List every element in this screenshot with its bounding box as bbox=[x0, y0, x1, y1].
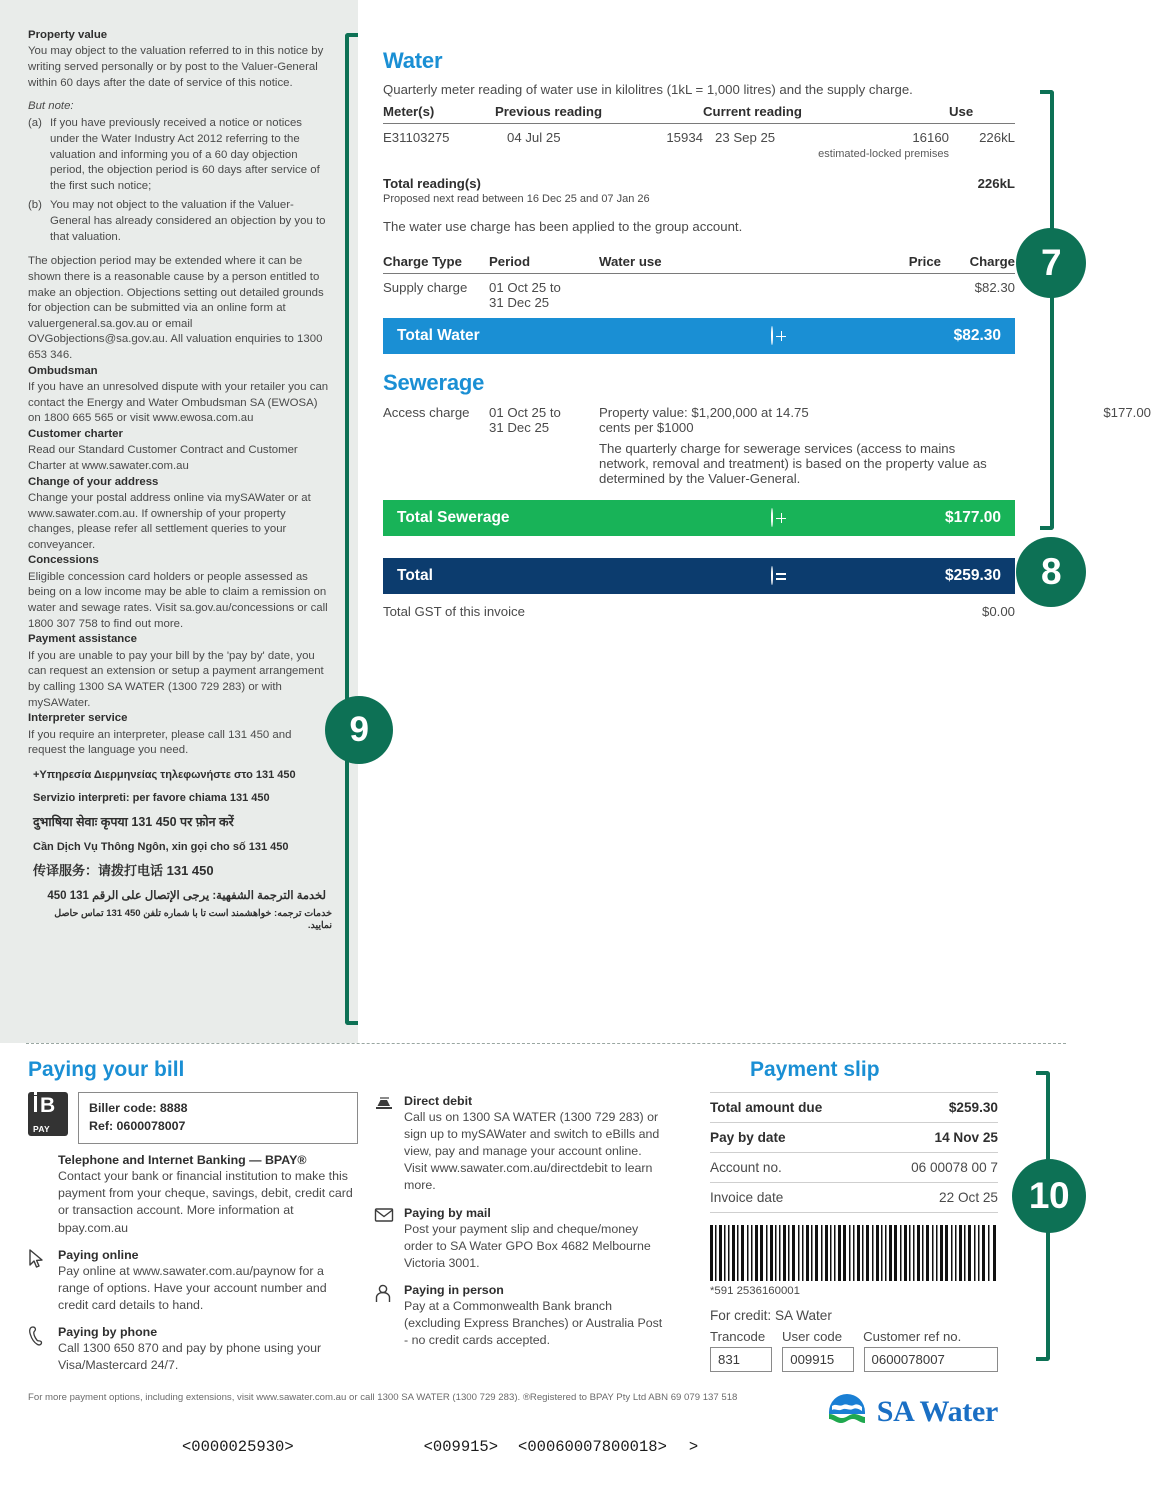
slip-row-invoice-date bbox=[710, 1183, 998, 1213]
payment-method-bpay bbox=[28, 1153, 358, 1236]
sa-water-logo-text: SA Water bbox=[876, 1395, 998, 1428]
slip-value: 22 Oct 25 bbox=[939, 1190, 998, 1205]
payment-methods-column-1 bbox=[28, 1092, 358, 1432]
method-title: Telephone and Internet Banking — BPAY® bbox=[58, 1153, 307, 1168]
payment-method-phone bbox=[28, 1325, 358, 1374]
user-code-label: User code bbox=[781, 1329, 843, 1344]
info-section-property-value bbox=[28, 28, 332, 364]
section-heading: Interpreter service bbox=[28, 712, 128, 725]
method-desc: Call us on 1300 SA WATER (1300 729 283) or sign up to mySAWater and switch to eBills and view, pay and manage your account online. Visit www.sawater.com.au/directdebit to learn more. bbox=[404, 1110, 660, 1193]
charge-type: Supply charge bbox=[383, 280, 468, 295]
payment-slip-title: Payment slip bbox=[750, 1058, 880, 1081]
interpreter-line-chinese: 传译服务：请拨打电话 131 450 bbox=[33, 863, 214, 878]
footer-note: For more payment options, including extensions, visit www.sawater.com.au or call 1300 SA WATER (1300 729 283). ®Registered to BPAY Pty Ltd ABN 69 079 137 518 bbox=[28, 1392, 738, 1403]
customer-ref-value[interactable]: 0600078007 bbox=[864, 1347, 998, 1372]
charge-water-use bbox=[599, 280, 863, 310]
trancode-label: Trancode bbox=[710, 1329, 766, 1344]
col-charge: Charge bbox=[969, 254, 1015, 269]
bpay-logo-letter: B bbox=[40, 1094, 55, 1117]
annotation-badge-9: 9 bbox=[325, 696, 393, 764]
col-current-reading: Current reading bbox=[703, 97, 877, 124]
slip-row-pay-by-date bbox=[710, 1123, 998, 1153]
method-desc: Contact your bank or financial institution to make this payment from your cheque, savings, debit, credit card or transaction account. More information at bpay.com.au bbox=[58, 1169, 353, 1235]
interpreter-line-arabic: لخدمة الترجمة الشفهية: يرجى الإتصال على الرقم 131 450 bbox=[47, 889, 326, 902]
water-section-bracket bbox=[1040, 90, 1054, 530]
previous-value: 15934 bbox=[666, 130, 703, 145]
trancode-value[interactable]: 831 bbox=[710, 1347, 772, 1372]
biller-code-box bbox=[78, 1092, 358, 1144]
grand-total-bar bbox=[383, 558, 1015, 594]
section-body: Eligible concession card holders or people assessed as being on a low income may be able to claim a remission on water and sewage rates. Visit sa.gov.au/concessions or call 1800 307 758 to find out more. bbox=[28, 570, 328, 630]
annotation-badge-10: 10 bbox=[1012, 1159, 1086, 1233]
method-title: Direct debit bbox=[404, 1094, 473, 1108]
bpay-logo-sub: PAY bbox=[33, 1124, 50, 1134]
slip-value: 06 00078 00 7 bbox=[911, 1160, 998, 1175]
ocr-code-1: <0000025930> bbox=[182, 1438, 294, 1456]
annotation-badge-7: 7 bbox=[1016, 228, 1086, 298]
list-marker: (b) bbox=[28, 199, 42, 212]
total-readings-row bbox=[383, 176, 1015, 191]
plus-icon bbox=[771, 509, 773, 527]
barcode-number: *591 2536160001 bbox=[710, 1285, 800, 1297]
info-section-interpreter bbox=[28, 711, 332, 759]
charge-amount: $82.30 bbox=[974, 280, 1015, 295]
charge-row-sewerage-access bbox=[383, 396, 1151, 494]
slip-label: Invoice date bbox=[710, 1190, 784, 1205]
col-water-use: Water use bbox=[599, 254, 662, 269]
total-sewerage-label: Total Sewerage bbox=[397, 509, 510, 526]
col-use: Use bbox=[949, 97, 1015, 124]
section-body-2: The objection period may be extended where it can be shown there is a reasonable cause by a person entitled to make an objection. Objections setting out detailed grounds for objection can be submitted via an online form at valuergeneral.sa.gov.au or email OVGobjections@sa.gov.au. All valuation enquiries to 1300 653 346. bbox=[28, 255, 324, 362]
deposit-field-values bbox=[710, 1347, 998, 1372]
col-price: Price bbox=[908, 254, 941, 269]
list-marker: (a) bbox=[28, 117, 42, 130]
slip-value: 14 Nov 25 bbox=[934, 1130, 998, 1145]
person-icon bbox=[374, 1283, 404, 1349]
col-previous-reading: Previous reading bbox=[495, 97, 625, 124]
section-heading: Change of your address bbox=[28, 475, 159, 488]
section-body: Change your postal address online via mySAWater or at www.sawater.com.au. If ownership of your property changes, please refer all settlement queries to your conveyancer. bbox=[28, 491, 311, 551]
col-meters: Meter(s) bbox=[383, 97, 495, 124]
col-period: Period bbox=[489, 254, 531, 269]
meter-id: E31103275 bbox=[383, 130, 450, 145]
method-title: Paying by mail bbox=[404, 1205, 491, 1220]
desc-paragraph: The quarterly charge for sewerage services (access to mains network, removal and treatment) is based on the property value as determined by the Valuer-General. bbox=[599, 441, 987, 486]
section-heading: Payment assistance bbox=[28, 633, 137, 646]
ocr-code-2: <009915> bbox=[423, 1438, 499, 1456]
interpreter-line-persian: خدمات ترجمه: خواهشمند است تا با شماره تلفن 450 131 تماس حاصل نمایید. bbox=[54, 907, 332, 932]
sewerage-description bbox=[599, 405, 999, 486]
gst-amount: $0.00 bbox=[981, 604, 1015, 619]
equals-icon bbox=[771, 567, 773, 585]
reading-estimate-note: estimated-locked premises bbox=[818, 148, 949, 160]
envelope-icon bbox=[374, 1206, 404, 1272]
sewerage-charge-type: Access charge bbox=[383, 405, 470, 420]
charge-price bbox=[863, 280, 941, 310]
payment-method-online bbox=[28, 1248, 358, 1314]
period-line-1: 01 Oct 25 to bbox=[489, 280, 561, 295]
charge-table-header bbox=[383, 247, 1015, 274]
barcode-image bbox=[710, 1225, 998, 1281]
previous-date: 04 Jul 25 bbox=[507, 130, 561, 145]
total-water-amount: $82.30 bbox=[953, 327, 1001, 344]
total-sewerage-bar bbox=[383, 500, 1015, 536]
method-title: Paying in person bbox=[404, 1282, 504, 1297]
interpreter-line-greek: +Υπηρεσία Διερμηνείας τηλεφωνήστε στο 131 450 bbox=[33, 768, 296, 781]
gst-row bbox=[383, 594, 1015, 619]
interpreter-line-italian: Servizio interpreti: per favore chiama 131 450 bbox=[33, 792, 270, 805]
bpay-block bbox=[28, 1092, 358, 1144]
deposit-field-headers bbox=[710, 1329, 998, 1344]
period-line-2: 31 Dec 25 bbox=[489, 420, 550, 435]
use-value: 226kL bbox=[979, 130, 1015, 145]
section-body: You may object to the valuation referred to in this notice by writing served personally or by post to the Valuer-General within 60 days after the date of service of this notice. bbox=[28, 45, 324, 89]
slip-row-total-due bbox=[710, 1092, 998, 1123]
table-note-row bbox=[383, 145, 1015, 160]
water-section-subtitle: Quarterly meter reading of water use in kilolitres (1kL = 1,000 litres) and the supply charge. bbox=[383, 82, 913, 97]
method-desc: Call 1300 650 870 and pay by phone using your Visa/Mastercard 24/7. bbox=[58, 1340, 322, 1373]
info-section-change-address bbox=[28, 475, 332, 554]
current-date: 23 Sep 25 bbox=[715, 130, 776, 145]
annotation-badge-8: 8 bbox=[1016, 537, 1086, 607]
list-text: If you have previously received a notice or notices under the Water Industry Act 2012 referring to the valuation and informing you of a 60 day objection period, the objection period is 60 days after service of the first such notice; bbox=[50, 117, 320, 192]
section-body: If you require an interpreter, please call 131 450 and request the language you need. bbox=[28, 728, 292, 757]
but-note-label: But note: bbox=[28, 100, 74, 113]
period-line-2: 31 Dec 25 bbox=[489, 295, 550, 310]
total-water-label: Total Water bbox=[397, 327, 480, 344]
section-body: If you are unable to pay your bill by the 'pay by' date, you can request an extension or setup a payment arrangement by calling 1300 SA WATER (1300 729 283) or with mySAWater. bbox=[28, 649, 324, 709]
list-item bbox=[28, 116, 332, 194]
interpreter-line-hindi: दुभाषिया सेवाः कृपया 131 450 पर फ़ोन करें bbox=[33, 815, 234, 830]
info-section-customer-charter bbox=[28, 427, 332, 475]
method-desc: Post your payment slip and cheque/money order to SA Water GPO Box 4682 Melbourne Victoria 3001. bbox=[404, 1221, 651, 1270]
total-water-bar bbox=[383, 318, 1015, 354]
left-panel-bracket bbox=[345, 33, 358, 1025]
gst-label: Total GST of this invoice bbox=[383, 604, 525, 619]
interpreter-line-vietnamese: Cần Dịch Vụ Thông Ngôn, xin gọi cho số 131 450 bbox=[33, 840, 289, 853]
meter-reading-table bbox=[383, 97, 1015, 160]
total-readings-value: 226kL bbox=[977, 176, 1015, 191]
list-item bbox=[28, 198, 332, 245]
customer-ref-label: Customer ref no. bbox=[863, 1329, 962, 1344]
method-desc: Pay online at www.sawater.com.au/paynow for a range of options. Have your account number and credit card details to hand. bbox=[58, 1263, 327, 1312]
section-heading: Ombudsman bbox=[28, 364, 98, 377]
slip-row-account-no bbox=[710, 1153, 998, 1183]
slip-label: Total amount due bbox=[710, 1100, 823, 1115]
biller-code: Biller code: 8888 bbox=[89, 1101, 188, 1115]
slip-value: $259.30 bbox=[948, 1100, 998, 1115]
bpay-logo-icon bbox=[28, 1092, 68, 1136]
section-heading: Property value bbox=[28, 29, 108, 41]
info-section-payment-assistance bbox=[28, 632, 332, 711]
cursor-icon bbox=[28, 1248, 58, 1314]
total-readings-label: Total reading(s) bbox=[383, 176, 481, 191]
charge-row-supply bbox=[383, 274, 1015, 318]
proposed-next-read: Proposed next read between 16 Dec 25 and 07 Jan 26 bbox=[383, 193, 650, 205]
section-heading: Concessions bbox=[28, 554, 99, 567]
table-header-row bbox=[383, 97, 1015, 124]
ocr-code-3: <00060007800018> bbox=[518, 1438, 667, 1456]
payment-method-direct-debit bbox=[374, 1094, 668, 1195]
sewerage-section-title: Sewerage bbox=[383, 370, 485, 395]
user-code-value[interactable]: 009915 bbox=[782, 1347, 853, 1372]
paying-your-bill-title: Paying your bill bbox=[28, 1058, 185, 1081]
grand-total-amount: $259.30 bbox=[944, 567, 1001, 584]
payment-methods-column-2 bbox=[358, 1092, 668, 1432]
period-line-1: 01 Oct 25 to bbox=[489, 405, 561, 420]
sewerage-charge-amount: $177.00 bbox=[1103, 405, 1151, 420]
payment-method-mail bbox=[374, 1206, 668, 1272]
grand-total-label: Total bbox=[397, 567, 433, 584]
ocr-code-line bbox=[0, 1438, 1092, 1456]
tear-off-divider bbox=[26, 1043, 1066, 1044]
total-sewerage-amount: $177.00 bbox=[944, 509, 1001, 526]
section-body: If you have an unresolved dispute with your retailer you can contact the Energy and Water Ombudsman SA (EWOSA) on 1800 665 565 or visit www.ewosa.com.au bbox=[28, 381, 329, 425]
section-heading: Customer charter bbox=[28, 427, 123, 440]
info-section-ombudsman bbox=[28, 364, 332, 427]
desc-line-2: cents per $1000 bbox=[599, 420, 694, 435]
list-text: You may not object to the valuation if the Valuer-General has already considered an objection by you to that valuation. bbox=[50, 199, 326, 243]
slip-label: Account no. bbox=[710, 1160, 782, 1175]
payment-slip-column bbox=[668, 1092, 998, 1432]
for-credit-line: For credit: SA Water bbox=[710, 1308, 832, 1323]
method-title: Paying online bbox=[58, 1247, 139, 1262]
paying-your-bill-section bbox=[28, 1058, 1068, 1432]
sewerage-period bbox=[489, 405, 599, 486]
col-charge-type: Charge Type bbox=[383, 254, 462, 269]
method-desc: Pay at a Commonwealth Bank branch (excluding Express Branches) or Australia Post - no credit cards accepted. bbox=[404, 1298, 663, 1348]
method-title: Paying by phone bbox=[58, 1324, 158, 1339]
sa-water-logo-mark-icon bbox=[826, 1392, 868, 1432]
phone-icon bbox=[28, 1325, 58, 1374]
charge-period bbox=[489, 280, 599, 310]
water-section-title: Water bbox=[383, 48, 443, 73]
bank-card-icon bbox=[374, 1094, 404, 1195]
info-section-concessions bbox=[28, 553, 332, 632]
biller-ref: Ref: 0600078007 bbox=[89, 1118, 186, 1133]
section-body: Read our Standard Customer Contract and Customer Charter at www.sawater.com.au bbox=[28, 444, 298, 472]
group-account-note: The water use charge has been applied to the group account. bbox=[383, 219, 743, 234]
desc-line-1: Property value: $1,200,000 at 14.75 bbox=[599, 405, 809, 420]
table-row bbox=[383, 124, 1015, 146]
charges-main bbox=[383, 48, 1151, 619]
slip-label: Pay by date bbox=[710, 1130, 786, 1145]
plus-icon bbox=[771, 327, 773, 345]
current-value: 16160 bbox=[912, 130, 949, 145]
left-information-panel bbox=[0, 0, 358, 1043]
sa-water-logo bbox=[710, 1392, 998, 1432]
payment-method-in-person bbox=[374, 1283, 668, 1349]
ocr-code-4: > bbox=[688, 1438, 699, 1456]
